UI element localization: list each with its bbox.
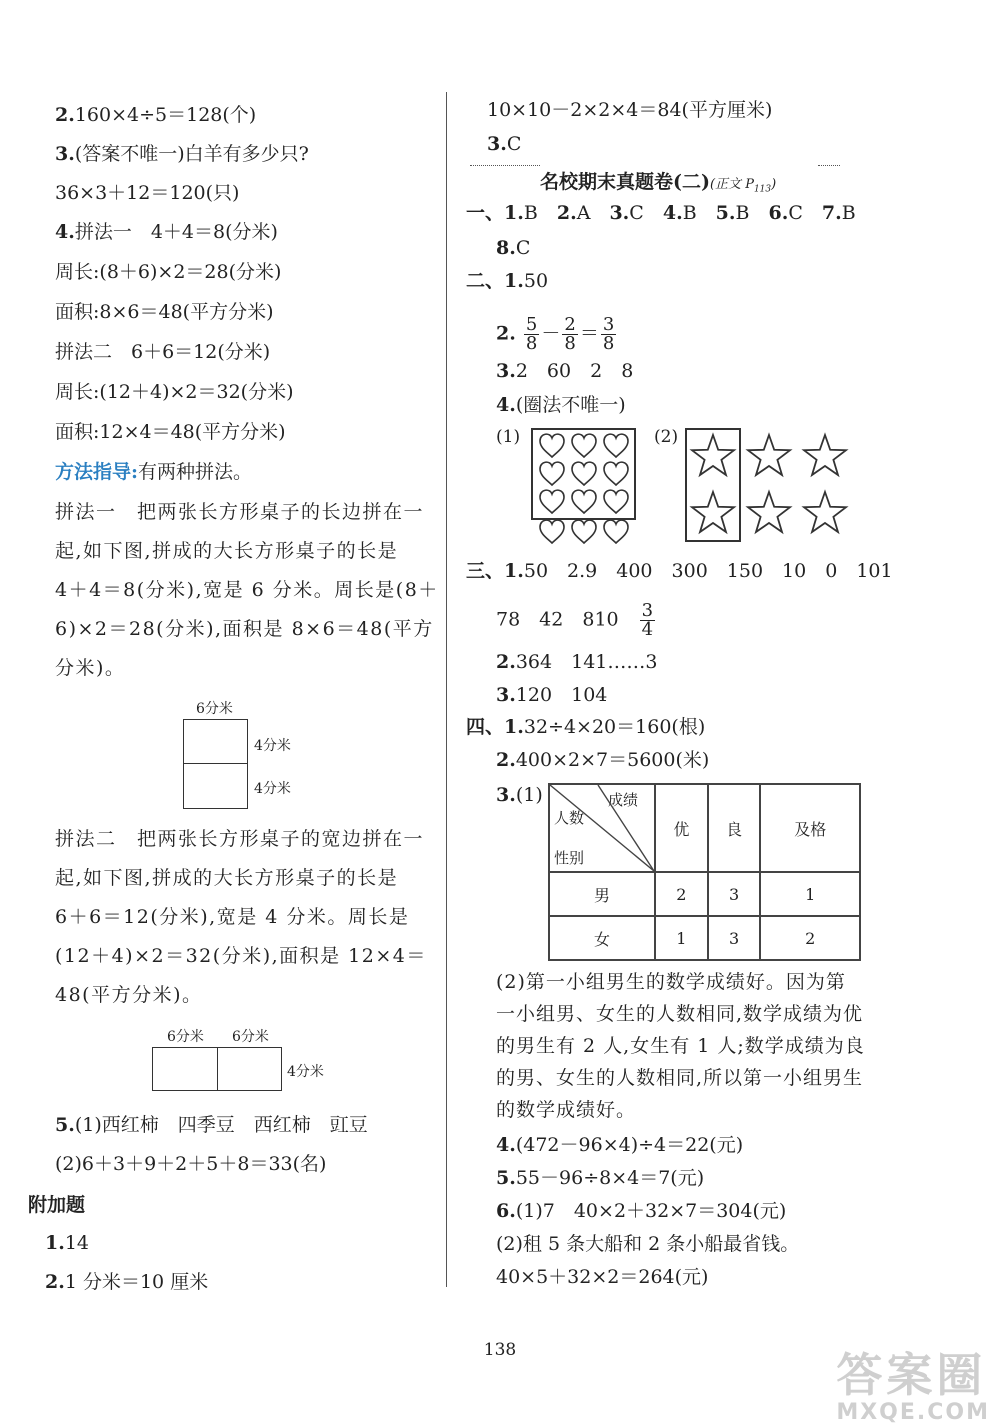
para1-line: 4＋4＝8(分米),宽是 6 分米。周长是(8＋ [55,579,439,601]
header-dots-left [470,165,540,167]
section4-answer-2: 2.400×2×7＝5600(米) [496,749,710,771]
para2-line: 起,如下图,拼成的大长方形桌子的长是 [55,867,399,889]
right-top-calc: 10×10－2×2×4＝84(平方厘米) [487,99,773,121]
answer-3: 3.(答案不唯一)白羊有多少只? [55,143,309,165]
section3-answer-1: 三、1.50 2.9 400 300 150 10 0 101 [466,560,893,582]
answer-3-2-line: 的男生有 2 人,女生有 1 人;数学成绩为良 [496,1035,865,1057]
header-pass: 及格 [760,784,860,872]
heart-icon [540,462,564,485]
section1-answer-8: 8.C [496,237,531,259]
star-icon [692,435,734,475]
section3-answer-2: 2.364 141……3 [496,651,658,673]
watermark-logo: 答案圈 MXQE.COM [836,1348,990,1425]
answer-3-2-line: 的男、女生的人数相同,所以第一小组男生 [496,1067,864,1089]
fig-label-2: (2) [654,427,679,447]
right-top-3: 3.C [487,133,522,155]
bonus-1: 1.14 [45,1232,90,1254]
answer-3-2-line: (2)第一小组男生的数学成绩好。因为第 [496,971,846,993]
answer-3-2-line: 的数学成绩好。 [496,1099,637,1121]
fig2-rect-right [217,1047,282,1091]
section-title: 名校期末真题卷(二)(正文 $P_{113}$) [540,171,777,195]
star-icon [692,492,734,532]
answer-3-2-line: 一小组男、女生的人数相同,数学成绩为优 [496,1003,864,1025]
page-number: 138 [483,1340,517,1360]
corner-count-label: 人数 [554,809,585,827]
heart-icon [572,434,596,457]
star-icon [804,435,846,475]
section4-answer-6-2: (2)租 5 条大船和 2 条小船最省钱。 [496,1233,800,1255]
section3-answer-1b: 78 42 810 $\frac{3}{4}$ [496,600,654,640]
answer-4-area-2: 面积:12×4＝48(平方分米) [55,421,286,443]
section4-answer-3: 3.(1) [496,784,543,806]
section2-answer-3: 3.2 60 2 8 [496,360,634,382]
para1-line: 拼法一 把两张长方形桌子的长边拼在一 [55,501,425,523]
method-guide: 方法指导:有两种拼法。 [55,461,253,483]
section3-answer-3: 3.120 104 [496,684,608,706]
answer-4-method-2: 拼法二 6＋6＝12(分米) [55,341,271,363]
para2-line: 6＋6＝12(分米),宽是 4 分米。周长是 [55,906,410,928]
answer-3-calc: 36×3＋12＝120(只) [55,182,240,204]
table-cell: 1 [760,872,860,916]
answer-4-perimeter-2: 周长:(12＋4)×2＝32(分米) [55,381,294,403]
corner-gender-label: 性别 [554,849,585,867]
para2-line: 48(平方分米)。 [55,984,203,1006]
answer-2: 2.160×4÷5＝128(个) [55,104,257,126]
answer-5-2: (2)6＋3＋9＋2＋5＋8＝33(名) [55,1153,327,1175]
column-divider [446,92,447,1287]
star-icon [748,492,790,532]
heart-icon [540,434,564,457]
grade-table [548,783,861,961]
header-good: 良 [708,784,761,872]
table-row [549,872,860,916]
table-cell: 3 [708,916,761,960]
heart-icon [604,490,628,513]
table-cell: 1 [655,916,708,960]
section4-answer-4: 4.(472－96×4)÷4＝22(元) [496,1134,744,1156]
heart-icon [604,462,628,485]
para2-line: 拼法二 把两张长方形桌子的宽边拼在一 [55,828,425,850]
table-cell: 2 [760,916,860,960]
bonus-title: 附加题 [28,1194,86,1216]
answer-4: 4.拼法一 4＋4＝8(分米) [55,221,278,243]
fig2-rect-left [152,1047,218,1091]
section2-answer-1: 二、1.50 [466,270,549,292]
section4-answer-1: 四、1.32÷4×20＝160(根) [466,716,706,738]
heart-icon [540,490,564,513]
section4-answer-6-1: 6.(1)7 40×2＋32×7＝304(元) [496,1200,787,1222]
heart-icon [604,520,628,543]
answer-5-1: 5.(1)西红柿 四季豆 西红柿 豇豆 [55,1114,368,1136]
table-row [549,916,860,960]
heart-icon [572,462,596,485]
heart-icon [572,520,596,543]
para1-line: 起,如下图,拼成的大长方形桌子的长是 [55,540,399,562]
section2-answer-4: 4.(圈法不唯一) [496,394,626,416]
fig-label-1: (1) [496,427,521,447]
section4-answer-6-calc: 40×5＋32×2＝264(元) [496,1266,709,1288]
row-label-female: 女 [549,916,655,960]
fig2-top-label-2: 6分米 [232,1029,269,1045]
fig2-right-label: 4分米 [287,1064,324,1080]
header-dots-right [818,165,840,167]
table-cell: 3 [708,872,761,916]
heart-icon [604,434,628,457]
answer-4-perimeter-1: 周长:(8＋6)×2＝28(分米) [55,261,282,283]
para1-line: 6)×2＝28(分米),面积是 8×6＝48(平方 [55,618,434,640]
fig1-right-label-2: 4分米 [254,781,291,797]
star-icon [748,435,790,475]
fig1-top-label: 6分米 [196,701,233,717]
section4-answer-5: 5.55－96÷8×4＝7(元) [496,1167,705,1189]
star-icon [804,492,846,532]
fig1-rect-top [183,719,248,764]
table-cell: 2 [655,872,708,916]
row-label-male: 男 [549,872,655,916]
para2-line: (12＋4)×2＝32(分米),面积是 12×4＝ [55,945,427,967]
hearts-group [530,428,642,546]
table-corner-cell [549,784,655,872]
fig2-top-label-1: 6分米 [167,1029,204,1045]
heart-icon [572,490,596,513]
heart-icon [540,520,564,543]
fig1-right-label-1: 4分米 [254,738,291,754]
fig1-rect-bottom [183,763,248,809]
section1-answers: 一、1.B 2.A 3.C 4.B 5.B 6.C 7.B [466,202,856,224]
stars-group [684,428,854,542]
corner-score-label: 成绩 [608,791,639,809]
answer-4-area-1: 面积:8×6＝48(平方分米) [55,301,274,323]
bonus-2: 2.1 分米＝10 厘米 [45,1271,209,1293]
para1-line: 分米)。 [55,657,126,679]
section2-answer-2: 2. $\frac{5}{8}$ － $\frac{2}{8}$ ＝ $\frac{3}{8}$ [496,314,615,354]
header-excellent: 优 [655,784,708,872]
